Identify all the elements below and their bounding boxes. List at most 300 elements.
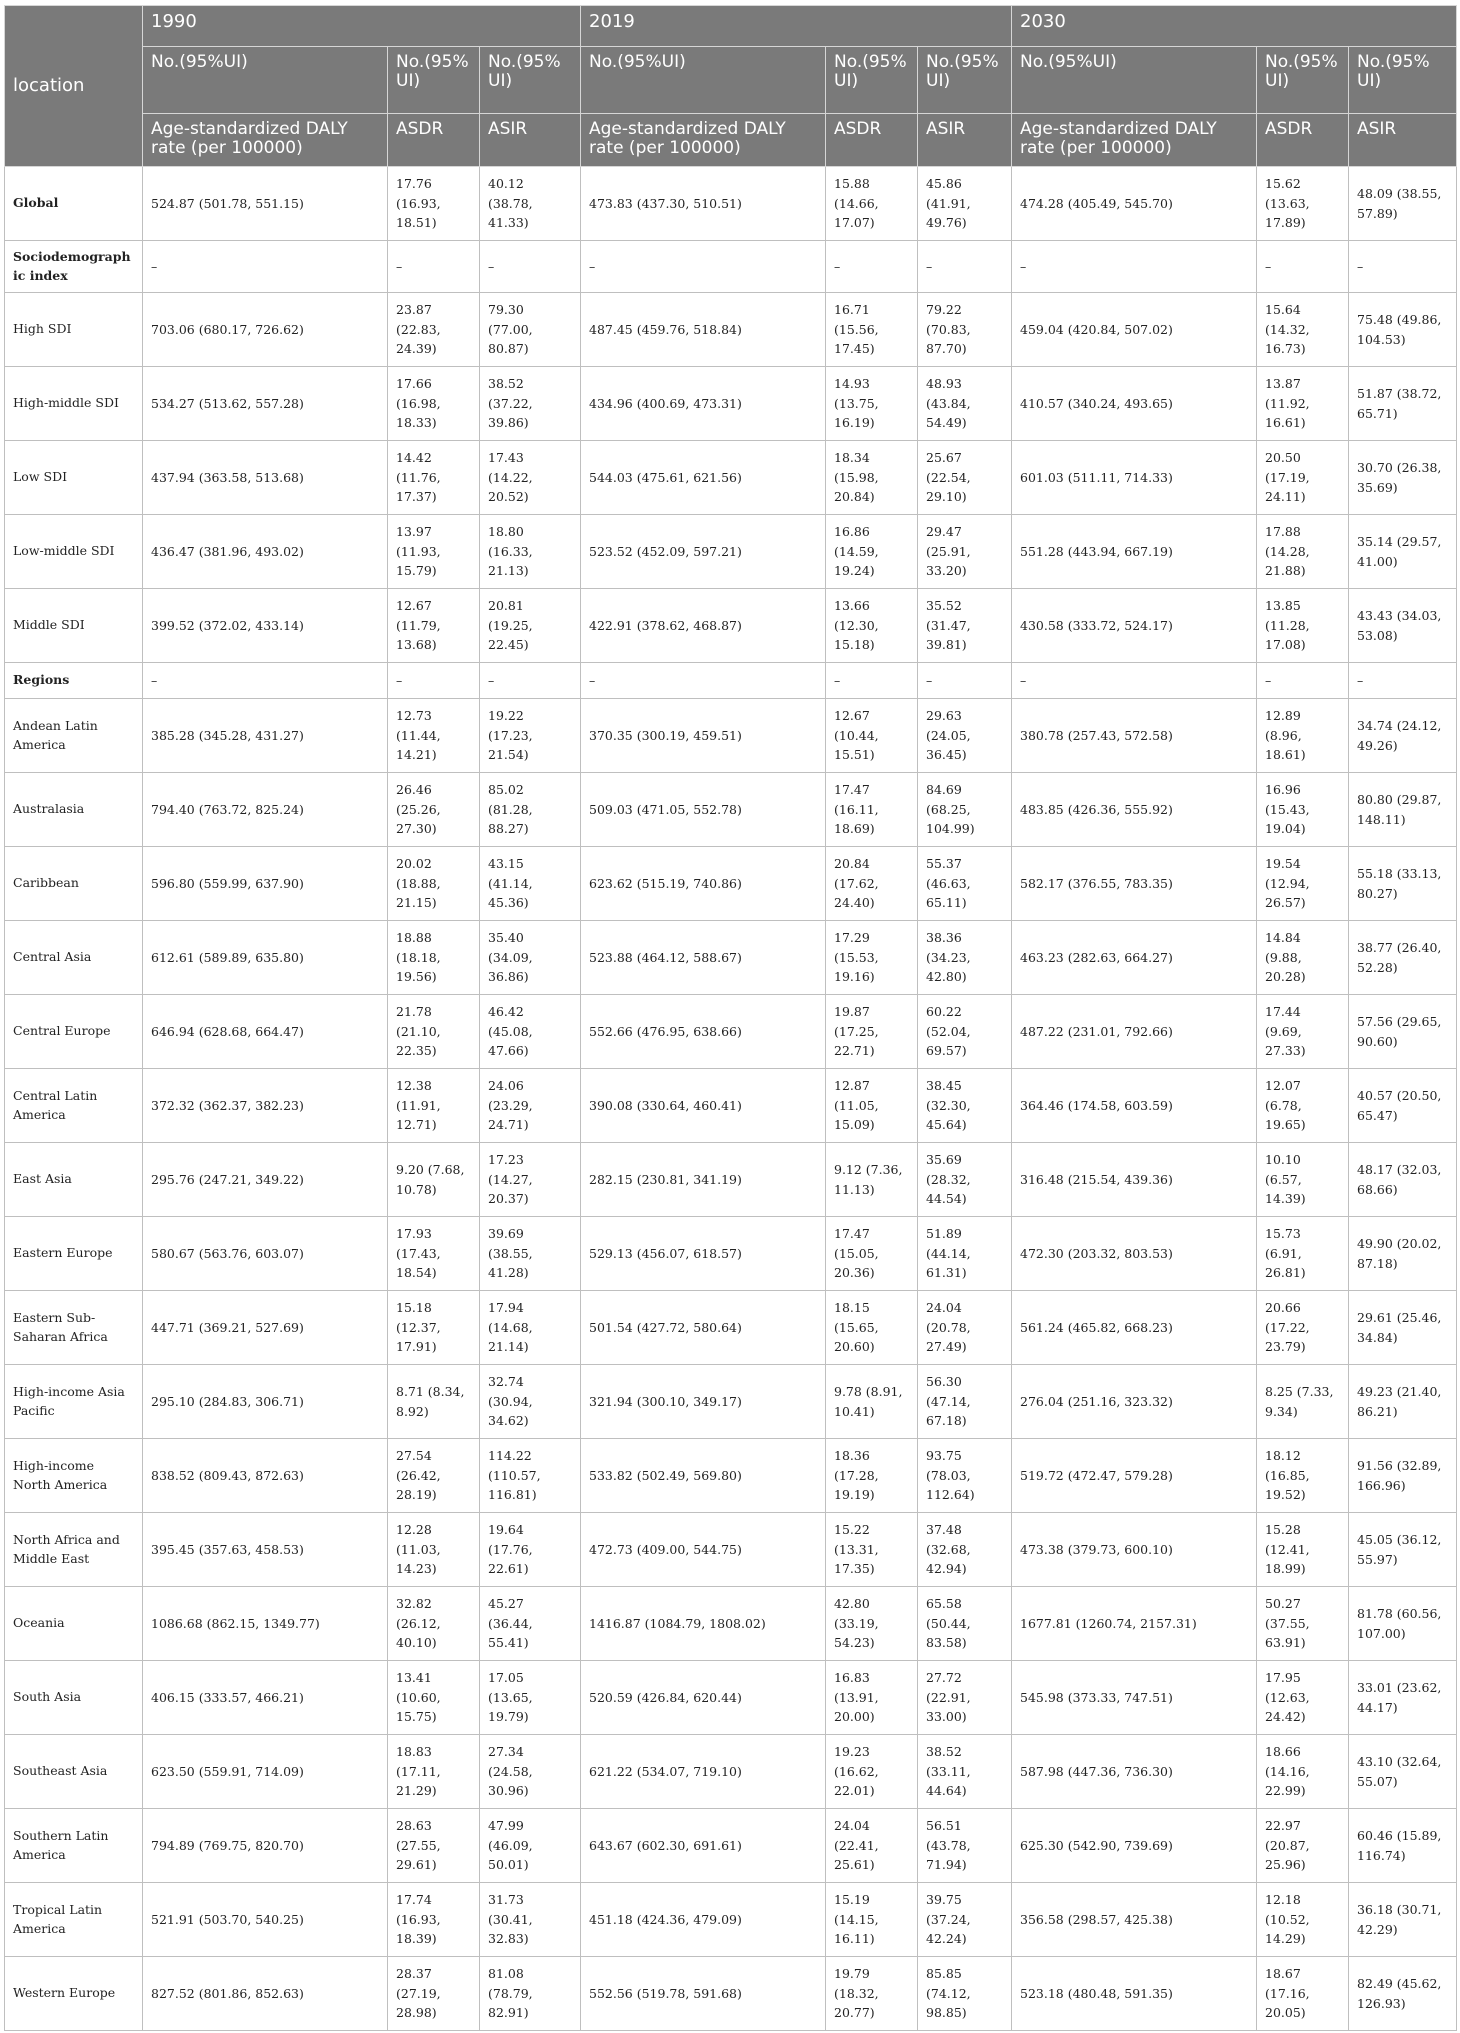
value-cell: 42.80 (33.19, 54.23) — [826, 1587, 918, 1661]
table-row — [5, 441, 1457, 515]
value-cell: 31.73 (30.41, 32.83) — [480, 1883, 581, 1957]
value-cell: 372.32 (362.37, 382.23) — [143, 1069, 388, 1143]
table-row — [5, 663, 1457, 699]
value-cell: 827.52 (801.86, 852.63) — [143, 1957, 388, 2031]
value-cell: 1677.81 (1260.74, 2157.31) — [1012, 1587, 1257, 1661]
value-cell: 91.56 (32.89, 166.96) — [1349, 1439, 1457, 1513]
value-cell: 18.36 (17.28, 19.19) — [826, 1439, 918, 1513]
table-row — [5, 995, 1457, 1069]
value-cell: 16.83 (13.91, 20.00) — [826, 1661, 918, 1735]
table-row — [5, 847, 1457, 921]
value-cell: 12.18 (10.52, 14.29) — [1257, 1883, 1349, 1957]
value-cell: 55.37 (46.63, 65.11) — [918, 847, 1012, 921]
location-cell: Southeast Asia — [5, 1735, 143, 1809]
table-row — [5, 1291, 1457, 1365]
location-cell: Oceania — [5, 1587, 143, 1661]
table-body — [5, 167, 1457, 2031]
value-cell: 18.12 (16.85, 19.52) — [1257, 1439, 1349, 1513]
value-cell: 520.59 (426.84, 620.44) — [581, 1661, 826, 1735]
value-cell: 49.23 (21.40, 86.21) — [1349, 1365, 1457, 1439]
value-cell: – — [388, 663, 480, 699]
value-cell: 17.95 (12.63, 24.42) — [1257, 1661, 1349, 1735]
value-cell: 8.71 (8.34, 8.92) — [388, 1365, 480, 1439]
value-cell: 473.83 (437.30, 510.51) — [581, 167, 826, 241]
value-cell: 20.84 (17.62, 24.40) — [826, 847, 918, 921]
value-cell: 13.41 (10.60, 15.75) — [388, 1661, 480, 1735]
value-cell: 16.96 (15.43, 19.04) — [1257, 773, 1349, 847]
value-cell: 39.75 (37.24, 42.24) — [918, 1883, 1012, 1957]
location-cell: Eastern Europe — [5, 1217, 143, 1291]
location-cell: Central Latin America — [5, 1069, 143, 1143]
table-row — [5, 367, 1457, 441]
value-cell: – — [1349, 241, 1457, 293]
value-cell: 28.37 (27.19, 28.98) — [388, 1957, 480, 2031]
value-cell: 40.57 (20.50, 65.47) — [1349, 1069, 1457, 1143]
table-row — [5, 1365, 1457, 1439]
value-cell: 38.52 (37.22, 39.86) — [480, 367, 581, 441]
value-cell: – — [918, 241, 1012, 293]
value-cell: 16.86 (14.59, 19.24) — [826, 515, 918, 589]
value-cell: 838.52 (809.43, 872.63) — [143, 1439, 388, 1513]
value-cell: 23.87 (22.83, 24.39) — [388, 293, 480, 367]
value-cell: 483.85 (426.36, 555.92) — [1012, 773, 1257, 847]
table-row — [5, 589, 1457, 663]
value-cell: – — [480, 663, 581, 699]
location-cell: Sociodemographic index — [5, 241, 143, 293]
location-cell: High SDI — [5, 293, 143, 367]
value-cell: 582.17 (376.55, 783.35) — [1012, 847, 1257, 921]
value-cell: 55.18 (33.13, 80.27) — [1349, 847, 1457, 921]
table-row — [5, 293, 1457, 367]
value-cell: 35.69 (28.32, 44.54) — [918, 1143, 1012, 1217]
location-cell: Andean Latin America — [5, 699, 143, 773]
value-cell: 24.04 (20.78, 27.49) — [918, 1291, 1012, 1365]
value-cell: 20.81 (19.25, 22.45) — [480, 589, 581, 663]
value-cell: 17.93 (17.43, 18.54) — [388, 1217, 480, 1291]
value-cell: 81.78 (60.56, 107.00) — [1349, 1587, 1457, 1661]
no-ui-header: No.(95%UI) — [143, 47, 388, 114]
value-cell: 38.77 (26.40, 52.28) — [1349, 921, 1457, 995]
value-cell: 436.47 (381.96, 493.02) — [143, 515, 388, 589]
value-cell: 30.70 (26.38, 35.69) — [1349, 441, 1457, 515]
value-cell: 587.98 (447.36, 736.30) — [1012, 1735, 1257, 1809]
value-cell: 93.75 (78.03, 112.64) — [918, 1439, 1012, 1513]
value-cell: 50.27 (37.55, 63.91) — [1257, 1587, 1349, 1661]
value-cell: – — [388, 241, 480, 293]
table-row — [5, 167, 1457, 241]
value-cell: 8.25 (7.33, 9.34) — [1257, 1365, 1349, 1439]
value-cell: 544.03 (475.61, 621.56) — [581, 441, 826, 515]
value-cell: 509.03 (471.05, 552.78) — [581, 773, 826, 847]
value-cell: 10.10 (6.57, 14.39) — [1257, 1143, 1349, 1217]
value-cell: 49.90 (20.02, 87.18) — [1349, 1217, 1457, 1291]
value-cell: 28.63 (27.55, 29.61) — [388, 1809, 480, 1883]
table-row — [5, 1069, 1457, 1143]
value-cell: 14.84 (9.88, 20.28) — [1257, 921, 1349, 995]
value-cell: 43.10 (32.64, 55.07) — [1349, 1735, 1457, 1809]
value-cell: 17.74 (16.93, 18.39) — [388, 1883, 480, 1957]
location-cell: Eastern Sub-Saharan Africa — [5, 1291, 143, 1365]
value-cell: 406.15 (333.57, 466.21) — [143, 1661, 388, 1735]
value-cell: – — [581, 663, 826, 699]
value-cell: 364.46 (174.58, 603.59) — [1012, 1069, 1257, 1143]
value-cell: 82.49 (45.62, 126.93) — [1349, 1957, 1457, 2031]
value-cell: 29.61 (25.46, 34.84) — [1349, 1291, 1457, 1365]
value-cell: 13.85 (11.28, 17.08) — [1257, 589, 1349, 663]
location-cell: Middle SDI — [5, 589, 143, 663]
no-ui-header: No.(95%UI) — [1012, 47, 1257, 114]
value-cell: 430.58 (333.72, 524.17) — [1012, 589, 1257, 663]
value-cell: – — [1012, 241, 1257, 293]
value-cell: 56.51 (43.78, 71.94) — [918, 1809, 1012, 1883]
table-row — [5, 921, 1457, 995]
value-cell: 523.88 (464.12, 588.67) — [581, 921, 826, 995]
location-cell: Western Europe — [5, 1957, 143, 2031]
value-cell: – — [1349, 663, 1457, 699]
asdr-header: ASDR — [388, 114, 480, 167]
location-cell: Southern Latin America — [5, 1809, 143, 1883]
year-header-2019: 2019 — [581, 6, 1012, 47]
table-row — [5, 1883, 1457, 1957]
value-cell: 18.88 (18.18, 19.56) — [388, 921, 480, 995]
value-cell: 385.28 (345.28, 431.27) — [143, 699, 388, 773]
table-row — [5, 1957, 1457, 2031]
value-cell: 25.67 (22.54, 29.10) — [918, 441, 1012, 515]
value-cell: – — [1012, 663, 1257, 699]
value-cell: 473.38 (379.73, 600.10) — [1012, 1513, 1257, 1587]
value-cell: 13.97 (11.93, 15.79) — [388, 515, 480, 589]
value-cell: 114.22 (110.57, 116.81) — [480, 1439, 581, 1513]
value-cell: 646.94 (628.68, 664.47) — [143, 995, 388, 1069]
value-cell: 85.85 (74.12, 98.85) — [918, 1957, 1012, 2031]
location-cell: Caribbean — [5, 847, 143, 921]
value-cell: – — [918, 663, 1012, 699]
value-cell: 32.74 (30.94, 34.62) — [480, 1365, 581, 1439]
value-cell: 81.08 (78.79, 82.91) — [480, 1957, 581, 2031]
location-cell: Central Europe — [5, 995, 143, 1069]
value-cell: 38.45 (32.30, 45.64) — [918, 1069, 1012, 1143]
table-row — [5, 1809, 1457, 1883]
value-cell: 794.89 (769.75, 820.70) — [143, 1809, 388, 1883]
table-header — [5, 6, 1457, 167]
value-cell: 434.96 (400.69, 473.31) — [581, 367, 826, 441]
location-cell: Australasia — [5, 773, 143, 847]
value-cell: 37.48 (32.68, 42.94) — [918, 1513, 1012, 1587]
value-cell: 15.88 (14.66, 17.07) — [826, 167, 918, 241]
value-cell: 43.43 (34.03, 53.08) — [1349, 589, 1457, 663]
value-cell: 15.28 (12.41, 18.99) — [1257, 1513, 1349, 1587]
value-cell: 18.67 (17.16, 20.05) — [1257, 1957, 1349, 2031]
value-cell: 24.04 (22.41, 25.61) — [826, 1809, 918, 1883]
value-cell: 19.79 (18.32, 20.77) — [826, 1957, 918, 2031]
value-cell: 65.58 (50.44, 83.58) — [918, 1587, 1012, 1661]
value-cell: 43.15 (41.14, 45.36) — [480, 847, 581, 921]
value-cell: 15.73 (6.91, 26.81) — [1257, 1217, 1349, 1291]
value-cell: 20.66 (17.22, 23.79) — [1257, 1291, 1349, 1365]
value-cell: 12.07 (6.78, 19.65) — [1257, 1069, 1349, 1143]
table-row — [5, 1661, 1457, 1735]
value-cell: 36.18 (30.71, 42.29) — [1349, 1883, 1457, 1957]
value-cell: 474.28 (405.49, 545.70) — [1012, 167, 1257, 241]
value-cell: 14.42 (11.76, 17.37) — [388, 441, 480, 515]
value-cell: 370.35 (300.19, 459.51) — [581, 699, 826, 773]
value-cell: 1086.68 (862.15, 1349.77) — [143, 1587, 388, 1661]
value-cell: 34.74 (24.12, 49.26) — [1349, 699, 1457, 773]
value-cell: 9.78 (8.91, 10.41) — [826, 1365, 918, 1439]
value-cell: 15.19 (14.15, 16.11) — [826, 1883, 918, 1957]
no-ui-header: No.(95% UI) — [826, 47, 918, 114]
value-cell: 60.46 (15.89, 116.74) — [1349, 1809, 1457, 1883]
value-cell: 80.80 (29.87, 148.11) — [1349, 773, 1457, 847]
daly-rate-header: Age-standardized DALY rate (per 100000) — [1012, 114, 1257, 167]
value-cell: 521.91 (503.70, 540.25) — [143, 1883, 388, 1957]
value-cell: 282.15 (230.81, 341.19) — [581, 1143, 826, 1217]
value-cell: 17.23 (14.27, 20.37) — [480, 1143, 581, 1217]
value-cell: 19.54 (12.94, 26.57) — [1257, 847, 1349, 921]
value-cell: 79.22 (70.83, 87.70) — [918, 293, 1012, 367]
value-cell: – — [581, 241, 826, 293]
value-cell: 17.47 (15.05, 20.36) — [826, 1217, 918, 1291]
value-cell: 13.66 (12.30, 15.18) — [826, 589, 918, 663]
year-header-2030: 2030 — [1012, 6, 1457, 47]
location-cell: Global — [5, 167, 143, 241]
value-cell: 276.04 (251.16, 323.32) — [1012, 1365, 1257, 1439]
asir-header: ASIR — [1349, 114, 1457, 167]
value-cell: 35.52 (31.47, 39.81) — [918, 589, 1012, 663]
value-cell: 534.27 (513.62, 557.28) — [143, 367, 388, 441]
location-cell: North Africa and Middle East — [5, 1513, 143, 1587]
value-cell: 399.52 (372.02, 433.14) — [143, 589, 388, 663]
no-ui-header: No.(95% UI) — [918, 47, 1012, 114]
table-row — [5, 773, 1457, 847]
value-cell: 561.24 (465.82, 668.23) — [1012, 1291, 1257, 1365]
location-cell: High-income North America — [5, 1439, 143, 1513]
value-cell: 56.30 (47.14, 67.18) — [918, 1365, 1012, 1439]
value-cell: 15.18 (12.37, 17.91) — [388, 1291, 480, 1365]
table-row — [5, 1587, 1457, 1661]
value-cell: 519.72 (472.47, 579.28) — [1012, 1439, 1257, 1513]
value-cell: 17.44 (9.69, 27.33) — [1257, 995, 1349, 1069]
value-cell: 79.30 (77.00, 80.87) — [480, 293, 581, 367]
value-cell: 501.54 (427.72, 580.64) — [581, 1291, 826, 1365]
value-cell: 551.28 (443.94, 667.19) — [1012, 515, 1257, 589]
value-cell: 15.62 (13.63, 17.89) — [1257, 167, 1349, 241]
value-cell: – — [480, 241, 581, 293]
value-cell: 463.23 (282.63, 664.27) — [1012, 921, 1257, 995]
value-cell: 451.18 (424.36, 479.09) — [581, 1883, 826, 1957]
value-cell: 529.13 (456.07, 618.57) — [581, 1217, 826, 1291]
value-cell: 17.43 (14.22, 20.52) — [480, 441, 581, 515]
value-cell: 17.05 (13.65, 19.79) — [480, 1661, 581, 1735]
value-cell: 12.73 (11.44, 14.21) — [388, 699, 480, 773]
value-cell: 35.40 (34.09, 36.86) — [480, 921, 581, 995]
no-ui-header: No.(95% UI) — [480, 47, 581, 114]
location-cell: High-middle SDI — [5, 367, 143, 441]
value-cell: 447.71 (369.21, 527.69) — [143, 1291, 388, 1365]
value-cell: 85.02 (81.28, 88.27) — [480, 773, 581, 847]
value-cell: 552.56 (519.78, 591.68) — [581, 1957, 826, 2031]
value-cell: 35.14 (29.57, 41.00) — [1349, 515, 1457, 589]
value-cell: 12.89 (8.96, 18.61) — [1257, 699, 1349, 773]
value-cell: 487.45 (459.76, 518.84) — [581, 293, 826, 367]
value-cell: 20.50 (17.19, 24.11) — [1257, 441, 1349, 515]
value-cell: 295.76 (247.21, 349.22) — [143, 1143, 388, 1217]
data-table — [4, 5, 1457, 2031]
value-cell: – — [143, 663, 388, 699]
daly-rate-header: Age-standardized DALY rate (per 100000) — [143, 114, 388, 167]
asir-header: ASIR — [480, 114, 581, 167]
value-cell: 380.78 (257.43, 572.58) — [1012, 699, 1257, 773]
value-cell: 48.93 (43.84, 54.49) — [918, 367, 1012, 441]
value-cell: 13.87 (11.92, 16.61) — [1257, 367, 1349, 441]
value-cell: 612.61 (589.89, 635.80) — [143, 921, 388, 995]
value-cell: 39.69 (38.55, 41.28) — [480, 1217, 581, 1291]
asir-header: ASIR — [918, 114, 1012, 167]
no-ui-header: No.(95% UI) — [388, 47, 480, 114]
value-cell: 316.48 (215.54, 439.36) — [1012, 1143, 1257, 1217]
value-cell: 19.22 (17.23, 21.54) — [480, 699, 581, 773]
value-cell: 45.05 (36.12, 55.97) — [1349, 1513, 1457, 1587]
no-ui-header: No.(95% UI) — [1257, 47, 1349, 114]
value-cell: 17.29 (15.53, 19.16) — [826, 921, 918, 995]
value-cell: 19.64 (17.76, 22.61) — [480, 1513, 581, 1587]
value-cell: 22.97 (20.87, 25.96) — [1257, 1809, 1349, 1883]
value-cell: 15.64 (14.32, 16.73) — [1257, 293, 1349, 367]
value-cell: 17.47 (16.11, 18.69) — [826, 773, 918, 847]
value-cell: 12.67 (10.44, 15.51) — [826, 699, 918, 773]
asdr-header: ASDR — [826, 114, 918, 167]
value-cell: 12.87 (11.05, 15.09) — [826, 1069, 918, 1143]
value-cell: 27.72 (22.91, 33.00) — [918, 1661, 1012, 1735]
value-cell: 410.57 (340.24, 493.65) — [1012, 367, 1257, 441]
value-cell: 45.27 (36.44, 55.41) — [480, 1587, 581, 1661]
value-cell: 48.17 (32.03, 68.66) — [1349, 1143, 1457, 1217]
location-cell: Regions — [5, 663, 143, 699]
value-cell: 18.15 (15.65, 20.60) — [826, 1291, 918, 1365]
value-cell: 621.22 (534.07, 719.10) — [581, 1735, 826, 1809]
value-cell: 40.12 (38.78, 41.33) — [480, 167, 581, 241]
location-header: location — [5, 6, 143, 167]
value-cell: 580.67 (563.76, 603.07) — [143, 1217, 388, 1291]
value-cell: – — [143, 241, 388, 293]
value-cell: 16.71 (15.56, 17.45) — [826, 293, 918, 367]
table-row — [5, 699, 1457, 773]
value-cell: 21.78 (21.10, 22.35) — [388, 995, 480, 1069]
value-cell: – — [826, 241, 918, 293]
table-row — [5, 515, 1457, 589]
value-cell: – — [1257, 241, 1349, 293]
value-cell: 84.69 (68.25, 104.99) — [918, 773, 1012, 847]
value-cell: 51.87 (38.72, 65.71) — [1349, 367, 1457, 441]
value-cell: 596.80 (559.99, 637.90) — [143, 847, 388, 921]
table-row — [5, 1143, 1457, 1217]
value-cell: 17.88 (14.28, 21.88) — [1257, 515, 1349, 589]
value-cell: 29.47 (25.91, 33.20) — [918, 515, 1012, 589]
value-cell: 29.63 (24.05, 36.45) — [918, 699, 1012, 773]
value-cell: 545.98 (373.33, 747.51) — [1012, 1661, 1257, 1735]
value-cell: 487.22 (231.01, 792.66) — [1012, 995, 1257, 1069]
location-cell: Central Asia — [5, 921, 143, 995]
value-cell: – — [1257, 663, 1349, 699]
value-cell: 295.10 (284.83, 306.71) — [143, 1365, 388, 1439]
value-cell: 9.20 (7.68, 10.78) — [388, 1143, 480, 1217]
value-cell: 18.80 (16.33, 21.13) — [480, 515, 581, 589]
value-cell: 523.18 (480.48, 591.35) — [1012, 1957, 1257, 2031]
daly-rate-header: Age-standardized DALY rate (per 100000) — [581, 114, 826, 167]
value-cell: 20.02 (18.88, 21.15) — [388, 847, 480, 921]
value-cell: 623.50 (559.91, 714.09) — [143, 1735, 388, 1809]
value-cell: 38.52 (33.11, 44.64) — [918, 1735, 1012, 1809]
value-cell: 1416.87 (1084.79, 1808.02) — [581, 1587, 826, 1661]
value-cell: 18.83 (17.11, 21.29) — [388, 1735, 480, 1809]
value-cell: 17.66 (16.98, 18.33) — [388, 367, 480, 441]
value-cell: 14.93 (13.75, 16.19) — [826, 367, 918, 441]
no-ui-header: No.(95% UI) — [1349, 47, 1457, 114]
value-cell: 60.22 (52.04, 69.57) — [918, 995, 1012, 1069]
table-row — [5, 1735, 1457, 1809]
value-cell: 523.52 (452.09, 597.21) — [581, 515, 826, 589]
value-cell: 75.48 (49.86, 104.53) — [1349, 293, 1457, 367]
value-cell: 51.89 (44.14, 61.31) — [918, 1217, 1012, 1291]
value-cell: 472.30 (203.32, 803.53) — [1012, 1217, 1257, 1291]
value-cell: 703.06 (680.17, 726.62) — [143, 293, 388, 367]
value-cell: 524.87 (501.78, 551.15) — [143, 167, 388, 241]
value-cell: 26.46 (25.26, 27.30) — [388, 773, 480, 847]
value-cell: 12.28 (11.03, 14.23) — [388, 1513, 480, 1587]
value-cell: 33.01 (23.62, 44.17) — [1349, 1661, 1457, 1735]
value-cell: 19.23 (16.62, 22.01) — [826, 1735, 918, 1809]
value-cell: 17.94 (14.68, 21.14) — [480, 1291, 581, 1365]
value-cell: 46.42 (45.08, 47.66) — [480, 995, 581, 1069]
value-cell: 18.34 (15.98, 20.84) — [826, 441, 918, 515]
value-cell: 533.82 (502.49, 569.80) — [581, 1439, 826, 1513]
value-cell: 47.99 (46.09, 50.01) — [480, 1809, 581, 1883]
value-cell: 643.67 (602.30, 691.61) — [581, 1809, 826, 1883]
value-cell: 18.66 (14.16, 22.99) — [1257, 1735, 1349, 1809]
value-cell: 48.09 (38.55, 57.89) — [1349, 167, 1457, 241]
year-header-1990: 1990 — [143, 6, 581, 47]
value-cell: 32.82 (26.12, 40.10) — [388, 1587, 480, 1661]
value-cell: 19.87 (17.25, 22.71) — [826, 995, 918, 1069]
value-cell: 12.38 (11.91, 12.71) — [388, 1069, 480, 1143]
location-cell: Low-middle SDI — [5, 515, 143, 589]
value-cell: 24.06 (23.29, 24.71) — [480, 1069, 581, 1143]
value-cell: 623.62 (515.19, 740.86) — [581, 847, 826, 921]
asdr-header: ASDR — [1257, 114, 1349, 167]
table-row — [5, 1513, 1457, 1587]
no-ui-header: No.(95%UI) — [581, 47, 826, 114]
value-cell: 38.36 (34.23, 42.80) — [918, 921, 1012, 995]
value-cell: 395.45 (357.63, 458.53) — [143, 1513, 388, 1587]
table-row — [5, 241, 1457, 293]
value-cell: 625.30 (542.90, 739.69) — [1012, 1809, 1257, 1883]
value-cell: 15.22 (13.31, 17.35) — [826, 1513, 918, 1587]
value-cell: 45.86 (41.91, 49.76) — [918, 167, 1012, 241]
value-cell: 356.58 (298.57, 425.38) — [1012, 1883, 1257, 1957]
value-cell: 57.56 (29.65, 90.60) — [1349, 995, 1457, 1069]
value-cell: 601.03 (511.11, 714.33) — [1012, 441, 1257, 515]
location-cell: South Asia — [5, 1661, 143, 1735]
value-cell: 794.40 (763.72, 825.24) — [143, 773, 388, 847]
value-cell: 27.34 (24.58, 30.96) — [480, 1735, 581, 1809]
value-cell: 27.54 (26.42, 28.19) — [388, 1439, 480, 1513]
value-cell: 390.08 (330.64, 460.41) — [581, 1069, 826, 1143]
location-cell: High-income Asia Pacific — [5, 1365, 143, 1439]
value-cell: 552.66 (476.95, 638.66) — [581, 995, 826, 1069]
location-cell: Tropical Latin America — [5, 1883, 143, 1957]
value-cell: 472.73 (409.00, 544.75) — [581, 1513, 826, 1587]
value-cell: 422.91 (378.62, 468.87) — [581, 589, 826, 663]
